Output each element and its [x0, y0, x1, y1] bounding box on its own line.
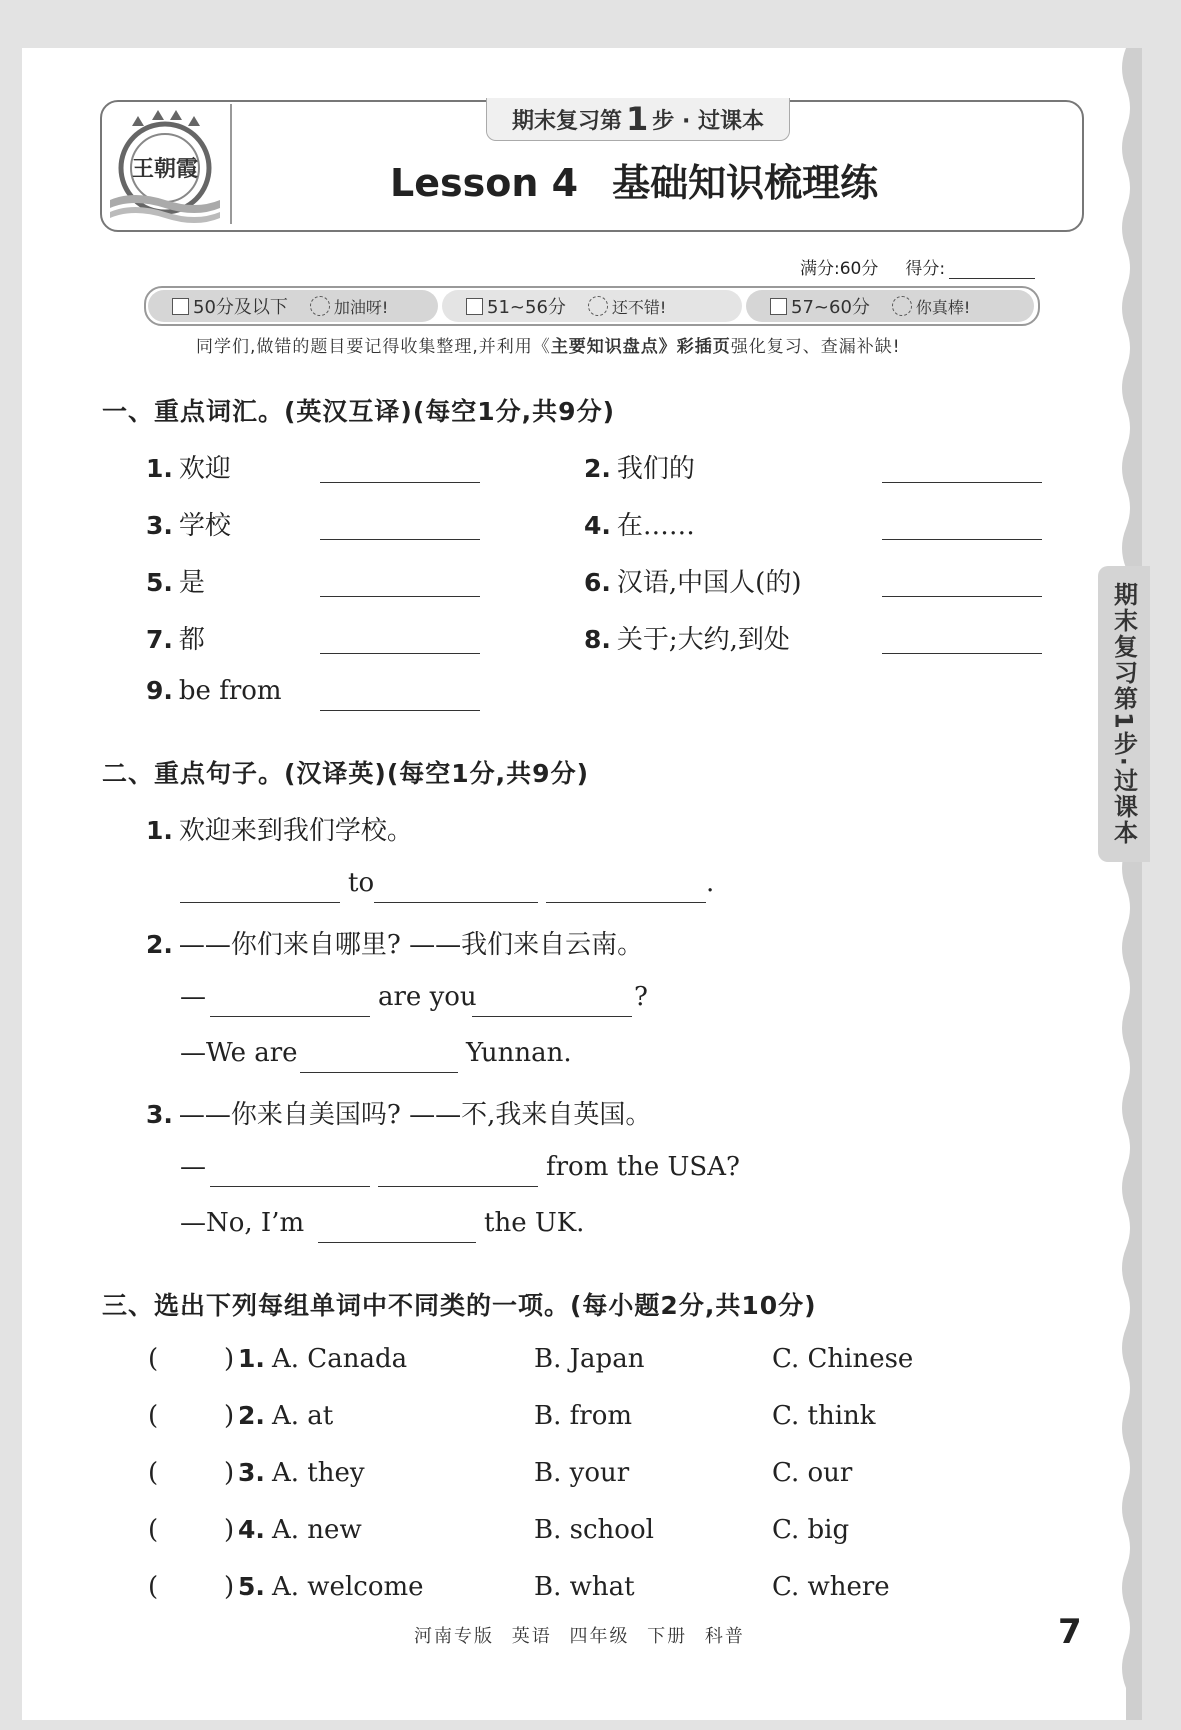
item-number: 6.: [584, 568, 611, 597]
grade-segment-high: [746, 290, 1034, 322]
paren-close: ): [224, 1401, 235, 1431]
item-text: 是: [178, 568, 205, 598]
item-number: 3.: [146, 1100, 173, 1129]
answer-blank[interactable]: [546, 902, 706, 903]
lesson-subtitle: 基础知识梳理练: [612, 161, 879, 205]
lesson-number: Lesson 4: [390, 161, 579, 205]
grade-msg: 加油呀!: [333, 297, 389, 317]
answer-word: to: [348, 868, 375, 898]
answer-word: —No, I’m: [180, 1208, 305, 1238]
answer-word: Yunnan.: [466, 1038, 572, 1068]
answer-blank[interactable]: [320, 596, 480, 597]
grade-msg: 还不错!: [611, 297, 667, 317]
full-score-label: 满分:60分: [800, 259, 879, 279]
side-tab: 期末复习第1步·过课本: [1098, 566, 1150, 862]
answer-blank[interactable]: [210, 1186, 370, 1187]
option-b: B. what: [534, 1572, 635, 1602]
vocab-item: [584, 619, 790, 656]
tip-pre: 同学们,做错的题目要记得收集整理,并利用《: [196, 337, 551, 357]
option-a: A. Canada: [272, 1344, 408, 1374]
answer-blank[interactable]: [378, 1186, 538, 1187]
item-number: 3.: [146, 511, 173, 540]
item-text: 在……: [616, 511, 695, 541]
option-b: B. your: [534, 1458, 630, 1488]
face-icon: [588, 296, 608, 316]
grade-segment-mid: [442, 290, 742, 322]
item-number: 8.: [584, 625, 611, 654]
publisher-logo: [104, 104, 226, 226]
grade-bar: [144, 286, 1040, 326]
answer-blank[interactable]: [320, 653, 480, 654]
option-a: A. at: [272, 1401, 334, 1431]
grade-range: 51~56分: [487, 297, 566, 318]
paren-open: (: [148, 1572, 159, 1602]
study-tip: [196, 332, 901, 357]
vocab-item: [146, 562, 205, 599]
item-text: 欢迎: [178, 454, 231, 484]
question-text: ——你们来自哪里? ——我们来自云南。: [178, 930, 644, 960]
score-line: [800, 254, 1035, 279]
option-b: B. from: [534, 1401, 632, 1431]
answer-blank[interactable]: [318, 1242, 476, 1243]
option-a: A. new: [272, 1515, 362, 1545]
item-number: 3.: [238, 1458, 265, 1487]
grade-range: 50分及以下: [193, 297, 288, 318]
item-number: 5.: [146, 568, 173, 597]
choice-number: [238, 1344, 271, 1374]
answer-word: the UK.: [484, 1208, 585, 1238]
vocab-item: [146, 448, 231, 485]
vocab-item: [584, 448, 695, 485]
score-blank[interactable]: [949, 262, 1035, 279]
item-text: be from: [178, 676, 282, 706]
footer-info: 河南专版 英语 四年级 下册 科普: [414, 1626, 745, 1647]
vocab-item: [146, 619, 205, 656]
answer-word: ?: [634, 982, 648, 1012]
paren-close: ): [224, 1572, 235, 1602]
vocab-item: [146, 676, 282, 706]
wavy-border-right: [1116, 48, 1142, 1720]
paren-close: ): [224, 1515, 235, 1545]
question-text: ——你来自美国吗? ——不,我来自英国。: [178, 1100, 652, 1130]
answer-blank[interactable]: [882, 482, 1042, 483]
vocab-item: [584, 505, 695, 542]
grade-range: 57~60分: [791, 297, 870, 318]
grade-checkbox[interactable]: [466, 298, 483, 315]
vocab-item: [146, 505, 231, 542]
lesson-title: [390, 152, 1030, 212]
section-1-title: 一、重点词汇。(英汉互译)(每空1分,共9分): [102, 397, 615, 426]
grade-segment-low: [148, 290, 438, 322]
option-a: A. they: [272, 1458, 365, 1488]
answer-word: are you: [378, 982, 477, 1012]
choice-number: [238, 1458, 271, 1488]
page-number: 7: [1058, 1612, 1082, 1652]
answer-word: —: [180, 982, 206, 1012]
answer-blank[interactable]: [300, 1072, 458, 1073]
item-number: 5.: [238, 1572, 265, 1601]
paren-open: (: [148, 1515, 159, 1545]
item-number: 1.: [146, 454, 173, 483]
answer-blank[interactable]: [320, 539, 480, 540]
option-a: A. welcome: [272, 1572, 424, 1602]
grade-msg: 你真棒!: [915, 297, 971, 317]
item-number: 9.: [146, 676, 173, 705]
svg-text:王朝霞: 王朝霞: [131, 156, 199, 182]
item-text: 关于;大约,到处: [616, 625, 790, 655]
grade-checkbox[interactable]: [770, 298, 787, 315]
paren-open: (: [148, 1401, 159, 1431]
tip-bold: 主要知识盘点》彩插页: [550, 337, 731, 357]
item-number: 2.: [146, 930, 173, 959]
option-c: C. Chinese: [772, 1344, 914, 1374]
tip-post: 强化复习、查漏补缺!: [730, 337, 901, 357]
section-3-title: 三、选出下列每组单词中不同类的一项。(每小题2分,共10分): [102, 1291, 817, 1320]
answer-word: .: [706, 868, 715, 898]
answer-word: —: [180, 1152, 206, 1182]
item-number: 4.: [238, 1515, 265, 1544]
item-text: 学校: [178, 511, 231, 541]
answer-blank[interactable]: [320, 482, 480, 483]
step-banner-num: 1: [626, 100, 649, 138]
question-text: 欢迎来到我们学校。: [178, 816, 413, 846]
answer-word: from the USA?: [546, 1152, 740, 1182]
got-score-label: 得分:: [905, 259, 946, 279]
answer-blank[interactable]: [882, 653, 1042, 654]
answer-word: —We are: [180, 1038, 298, 1068]
answer-blank[interactable]: [472, 1016, 632, 1017]
option-c: C. think: [772, 1401, 876, 1431]
vocab-item: [584, 562, 801, 599]
paren-close: ): [224, 1344, 235, 1374]
logo-divider: [230, 104, 232, 224]
sentence-question: [146, 1094, 651, 1131]
face-icon: [310, 296, 330, 316]
item-text: 汉语,中国人(的): [616, 568, 802, 598]
item-number: 1.: [238, 1344, 265, 1373]
item-text: 都: [178, 625, 205, 655]
item-number: 7.: [146, 625, 173, 654]
item-number: 4.: [584, 511, 611, 540]
option-c: C. our: [772, 1458, 853, 1488]
choice-number: [238, 1401, 271, 1431]
choice-number: [238, 1515, 271, 1545]
answer-blank[interactable]: [374, 902, 538, 903]
option-c: C. big: [772, 1515, 850, 1545]
item-text: 我们的: [616, 454, 695, 484]
option-b: B. school: [534, 1515, 654, 1545]
answer-blank[interactable]: [882, 539, 1042, 540]
paren-close: ): [224, 1458, 235, 1488]
section-2-title: 二、重点句子。(汉译英)(每空1分,共9分): [102, 759, 589, 788]
answer-blank[interactable]: [320, 710, 480, 711]
answer-blank[interactable]: [882, 596, 1042, 597]
item-number: 1.: [146, 816, 173, 845]
grade-checkbox[interactable]: [172, 298, 189, 315]
option-b: B. Japan: [534, 1344, 645, 1374]
item-number: 2.: [238, 1401, 265, 1430]
face-icon: [892, 296, 912, 316]
sentence-question: [146, 810, 413, 847]
sentence-question: [146, 924, 643, 961]
step-banner: [486, 98, 790, 141]
step-banner-pre: 期末复习第: [512, 108, 623, 134]
answer-blank[interactable]: [180, 902, 340, 903]
choice-number: [238, 1572, 271, 1602]
paren-open: (: [148, 1458, 159, 1488]
step-banner-post: 步 · 过课本: [652, 108, 764, 134]
option-c: C. where: [772, 1572, 890, 1602]
paren-open: (: [148, 1344, 159, 1374]
answer-blank[interactable]: [210, 1016, 370, 1017]
item-number: 2.: [584, 454, 611, 483]
